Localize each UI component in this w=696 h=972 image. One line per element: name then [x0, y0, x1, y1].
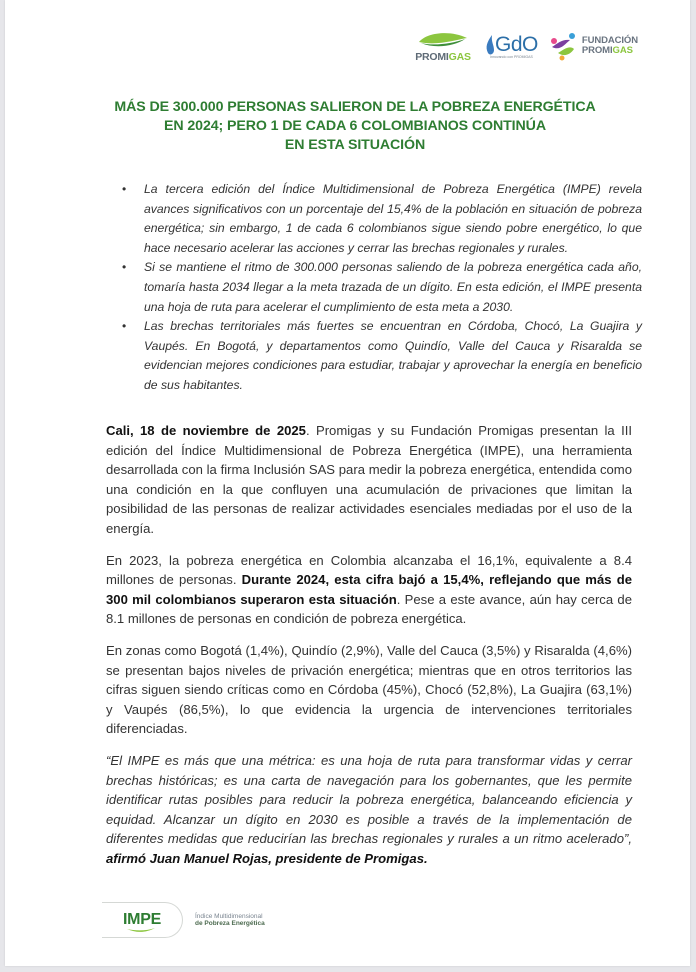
- headline-line-1: MÁS DE 300.000 PERSONAS SALIERON DE LA POBREZA ENERGÉTICA: [114, 99, 596, 115]
- summary-bullets: [122, 180, 642, 396]
- impe-logo: [102, 902, 265, 938]
- promigas-logo: [411, 30, 475, 63]
- paragraph-quote: [106, 751, 632, 869]
- impe-desc-line1: Índice Multidimensional: [195, 912, 263, 920]
- impe-desc-line2: de Pobreza Energética: [195, 920, 265, 927]
- drop-icon: [485, 34, 495, 56]
- headline: [105, 98, 605, 155]
- quote-attribution: afirmó Juan Manuel Rojas, presidente de Promigas.: [106, 850, 428, 866]
- bullet-item: • Las brechas territoriales más fuertes se encuentran en Córdoba, Chocó, La Guajira y Vaupés. En Bogotá, y departamentos como Quindío, Valle del Cauca y Risaralda se evidencian mejores condiciones para estudiar, trabajar y aprovechar la energía en beneficio de sus habitantes.: [122, 317, 642, 395]
- gdo-logo: [485, 33, 538, 59]
- fundacion-line2b: GAS: [612, 45, 633, 56]
- fundacion-line1: FUNDACIÓN: [581, 35, 638, 46]
- impe-wordmark: IMPE: [123, 911, 161, 928]
- bullet-item: • Si se mantiene el ritmo de 300.000 personas saliendo de la pobreza energética cada año, tomaría hasta 2034 llegar a la meta trazada de un dígito. En esta edición, el IMPE presenta una hoja de ruta para acelerar el cumplimiento de esta meta a 2030.: [122, 258, 642, 317]
- paragraph-text: . Promigas y su Fundación Promigas presentan la III edición del Índice Multidimensional de Pobreza Energética (IMPE), una herramienta desarrollada con la firma Inclusión SAS para medir la pobreza energética, entendida como una condición en la que confluyen una acumulación de privaciones que limitan la posibilidad de las personas de realizar actividades esenciales mediadas por el uso de la energía.: [106, 423, 632, 536]
- promigas-wordmark-b: GAS: [448, 50, 471, 63]
- impe-badge: [102, 902, 183, 938]
- paragraph-intro: [106, 421, 632, 539]
- paragraph-stats: [106, 551, 632, 629]
- quote-text: “El IMPE es más que una métrica: es una hoja de ruta para transformar vidas y cerrar brechas históricas; es una carta de navegación para los gobernantes, que les permite identificar rutas posibles para reducir la pobreza energética, balanceando eficiencia y equidad. Alcanzar un dígito en 2030 es posible a través de la implementación de diferentes medidas que reducirían las brechas regionales y rurales a un ritmo acelerado”,: [106, 752, 632, 847]
- gdo-subtext: Innovando con PROMIGAS: [490, 55, 533, 59]
- headline-line-3: EN ESTA SITUACIÓN: [284, 137, 426, 153]
- headline-line-2: EN 2024; PERO 1 DE CADA 6 COLOMBIANOS CONTINÚA: [164, 118, 546, 134]
- paragraph-highlight: Durante 2024, esta cifra bajó a 15,4%, reflejando que más de 300 mil colombianos superaron esta situación: [106, 572, 632, 607]
- paragraph-text: . Pese a este avance, aún hay cerca de 8.1 millones de personas en condición de pobreza energética.: [106, 591, 632, 627]
- paragraph-text: En 2023, la pobreza energética en Colombia alcanzaba el 16,1%, equivalente a 8.4 millones de personas.: [106, 552, 632, 588]
- promigas-wordmark-a: PROMI: [415, 50, 449, 63]
- people-swirl-icon: [548, 31, 578, 61]
- article-body: [106, 421, 632, 880]
- impe-description: [195, 913, 265, 928]
- bullet-item: • La tercera edición del Índice Multidimensional de Pobreza Energética (IMPE) revela avances significativos con un porcentaje del 15,4% de la población en situación de pobreza energética; sin embargo, 1 de cada 6 colombianos sigue siendo pobre energético, lo que hace necesario acelerar las acciones y cerrar las brechas regionales y rurales.: [122, 180, 642, 258]
- fundacion-line2a: PROMI: [581, 45, 613, 56]
- paragraph-regions: En zonas como Bogotá (1,4%), Quindío (2,9%), Valle del Cauca (3,5%) y Risaralda (4,6%) se presentan bajos niveles de privación energética; mientras que en otros territorios las cifras siguen siendo críticas como en Córdoba (45%), Chocó (52,8%), La Guajira (63,1%) y Vaupés (86,5%), lo que evidencia la urgencia de intervenciones territoriales diferenciadas.: [106, 642, 632, 737]
- swoosh-icon: [126, 927, 156, 933]
- leaf-icon: [417, 30, 469, 50]
- dateline: Cali, 18 de noviembre de 2025: [106, 423, 306, 438]
- fundacion-promigas-logo: [548, 31, 638, 61]
- header-logos: [411, 26, 638, 66]
- gdo-wordmark: GdO: [495, 33, 538, 56]
- document-page: [5, 0, 690, 966]
